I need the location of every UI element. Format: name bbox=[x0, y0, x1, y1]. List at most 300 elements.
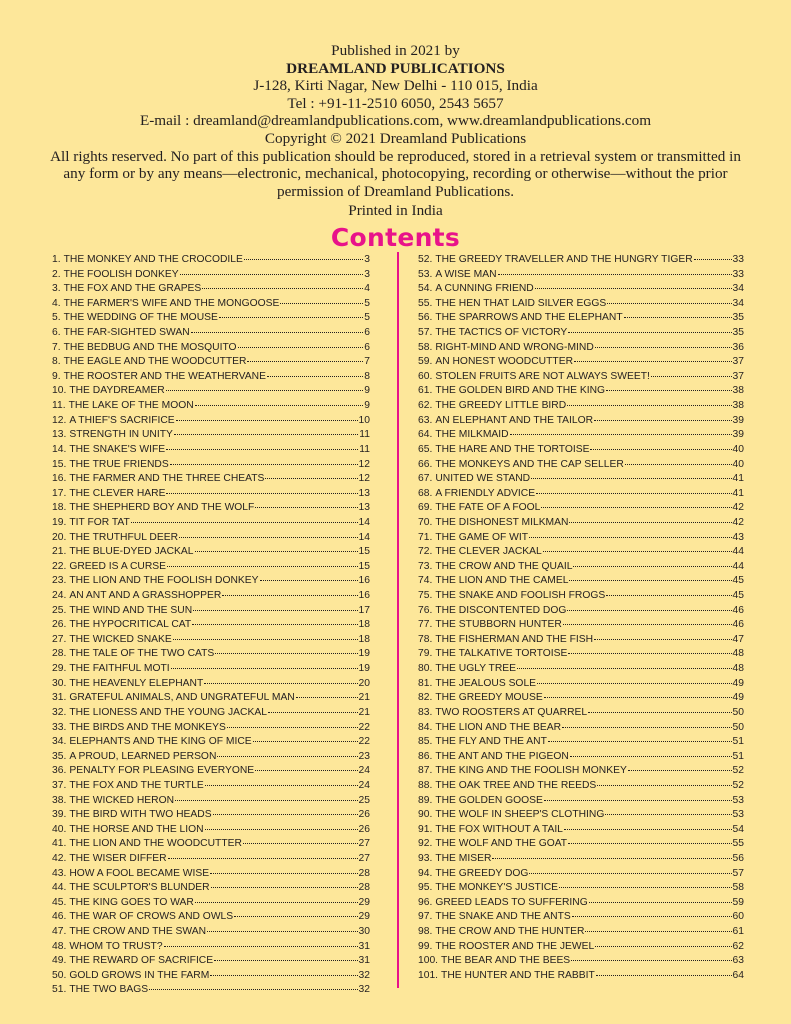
toc-entry-number: 90. bbox=[418, 809, 433, 821]
toc-entry-page: 26 bbox=[358, 823, 370, 835]
toc-entry-page: 9 bbox=[364, 385, 370, 397]
toc-entry-title: AN ELEPHANT AND THE TAILOR bbox=[435, 414, 594, 426]
toc-dot-leader bbox=[167, 566, 357, 567]
toc-entry-page: 11 bbox=[359, 443, 370, 455]
toc-entry bbox=[52, 385, 370, 400]
toc-entry-number: 30. bbox=[52, 677, 67, 689]
toc-entry-page: 30 bbox=[358, 926, 370, 938]
toc-dot-leader bbox=[227, 727, 358, 728]
toc-entry-page: 44 bbox=[732, 546, 744, 558]
toc-entry bbox=[418, 941, 744, 956]
toc-entry bbox=[418, 269, 744, 284]
toc-entry-title: THE FLY AND THE ANT bbox=[435, 736, 547, 748]
toc-entry-page: 50 bbox=[732, 721, 744, 733]
toc-entry-title: PENALTY FOR PLEASING EVERYONE bbox=[69, 765, 255, 777]
toc-entry-page: 53 bbox=[732, 809, 744, 821]
toc-entry-title: THE WICKED SNAKE bbox=[69, 633, 172, 645]
toc-entry-title: THE TACTICS OF VICTORY bbox=[435, 327, 568, 339]
toc-entry bbox=[418, 459, 744, 474]
toc-dot-leader bbox=[574, 361, 732, 362]
toc-entry bbox=[418, 678, 744, 693]
toc-entry-title: THE FOX AND THE GRAPES bbox=[63, 283, 202, 295]
toc-dot-leader bbox=[569, 522, 731, 523]
toc-entry-page: 16 bbox=[358, 590, 370, 602]
toc-entry-title: THE HEN THAT LAID SILVER EGGS bbox=[435, 297, 607, 309]
toc-entry-title: THE LION AND THE BEAR bbox=[435, 721, 562, 733]
toc-dot-leader bbox=[543, 551, 732, 552]
toc-entry bbox=[52, 751, 370, 766]
toc-entry-title: THE BEAR AND THE BEES bbox=[441, 955, 571, 967]
toc-entry bbox=[418, 283, 744, 298]
toc-entry-number: 65. bbox=[418, 443, 433, 455]
toc-entry-page: 9 bbox=[364, 400, 370, 412]
toc-entry bbox=[418, 385, 744, 400]
printed-in-line: Printed in India bbox=[348, 202, 443, 220]
toc-entry-number: 67. bbox=[418, 473, 433, 485]
toc-entry-number: 13. bbox=[52, 429, 67, 441]
toc-entry bbox=[52, 824, 370, 839]
toc-dot-leader bbox=[255, 507, 357, 508]
toc-dot-leader bbox=[510, 434, 732, 435]
toc-dot-leader bbox=[176, 420, 358, 421]
toc-entry-page: 55 bbox=[732, 838, 744, 850]
toc-entry-title: A THIEF'S SACRIFICE bbox=[69, 414, 175, 426]
toc-entry bbox=[418, 546, 744, 561]
toc-dot-leader bbox=[247, 361, 363, 362]
toc-entry-number: 18. bbox=[52, 502, 67, 514]
toc-dot-leader bbox=[192, 624, 357, 625]
toc-dot-leader bbox=[606, 390, 731, 391]
toc-entry-number: 21. bbox=[52, 546, 67, 558]
toc-entry-number: 62. bbox=[418, 400, 433, 412]
toc-entry-page: 5 bbox=[364, 312, 370, 324]
toc-entry-page: 21 bbox=[358, 692, 370, 704]
toc-dot-leader bbox=[588, 712, 731, 713]
toc-entry bbox=[52, 327, 370, 342]
toc-entry bbox=[418, 824, 744, 839]
toc-entry-number: 17. bbox=[52, 487, 67, 499]
toc-dot-leader bbox=[255, 770, 357, 771]
toc-dot-leader bbox=[567, 610, 731, 611]
toc-entry bbox=[418, 605, 744, 620]
toc-entry bbox=[418, 342, 744, 357]
toc-entry bbox=[52, 984, 370, 999]
toc-dot-leader bbox=[207, 931, 357, 932]
toc-entry bbox=[418, 298, 744, 313]
toc-entry-title: THE WIND AND THE SUN bbox=[69, 604, 193, 616]
toc-entry bbox=[52, 298, 370, 313]
toc-dot-leader bbox=[175, 800, 358, 801]
toc-entry-page: 40 bbox=[732, 443, 744, 455]
toc-entry-page: 32 bbox=[358, 969, 370, 981]
toc-entry-page: 7 bbox=[364, 356, 370, 368]
toc-entry-title: THE MONKEY AND THE CROCODILE bbox=[63, 254, 243, 265]
toc-entry-title: A FRIENDLY ADVICE bbox=[435, 487, 536, 499]
toc-entry bbox=[52, 648, 370, 663]
toc-entry-title: THE FOX AND THE TURTLE bbox=[69, 779, 204, 791]
toc-entry-page: 3 bbox=[364, 254, 370, 265]
published-line: Published in 2021 by bbox=[331, 42, 460, 59]
toc-entry-title: THE BEDBUG AND THE MOSQUITO bbox=[63, 341, 237, 353]
toc-entry-page: 33 bbox=[732, 254, 744, 265]
toc-dot-leader bbox=[219, 317, 363, 318]
toc-entry-title: THE FAR-SIGHTED SWAN bbox=[63, 327, 190, 339]
toc-entry bbox=[52, 312, 370, 327]
toc-dot-leader bbox=[536, 493, 731, 494]
toc-entry-page: 24 bbox=[358, 779, 370, 791]
toc-entry bbox=[418, 517, 744, 532]
toc-entry bbox=[418, 561, 744, 576]
toc-dot-leader bbox=[571, 960, 731, 961]
toc-entry bbox=[418, 619, 744, 634]
toc-dot-leader bbox=[573, 566, 731, 567]
toc-entry-title: THE FISHERMAN AND THE FISH bbox=[435, 633, 594, 645]
toc-dot-leader bbox=[149, 989, 357, 990]
toc-entry-number: 19. bbox=[52, 516, 67, 528]
toc-dot-leader bbox=[625, 464, 732, 465]
toc-entry-number: 35. bbox=[52, 750, 67, 762]
toc-entry-page: 4 bbox=[364, 283, 370, 295]
toc-entry-title: UNITED WE STAND bbox=[435, 473, 531, 485]
toc-entry-number: 97. bbox=[418, 911, 433, 923]
toc-entry bbox=[52, 882, 370, 897]
toc-entry-number: 96. bbox=[418, 896, 433, 908]
toc-dot-leader bbox=[191, 332, 364, 333]
toc-dot-leader bbox=[234, 916, 357, 917]
toc-dot-leader bbox=[170, 464, 358, 465]
toc-entry-page: 29 bbox=[358, 896, 370, 908]
toc-dot-leader bbox=[296, 697, 358, 698]
toc-entry-title: A WISE MAN bbox=[435, 268, 497, 280]
toc-entry-page: 34 bbox=[732, 283, 744, 295]
toc-entry-title: THE LION AND THE WOODCUTTER bbox=[69, 838, 242, 850]
toc-entry bbox=[418, 575, 744, 590]
toc-entry bbox=[52, 897, 370, 912]
toc-entry-page: 38 bbox=[732, 385, 744, 397]
toc-dot-leader bbox=[131, 522, 358, 523]
toc-entry-title: THE DAYDREAMER bbox=[69, 385, 165, 397]
toc-entry-page: 38 bbox=[732, 400, 744, 412]
toc-entry bbox=[52, 678, 370, 693]
toc-entry bbox=[418, 853, 744, 868]
toc-entry-title: THE WISER DIFFER bbox=[69, 852, 167, 864]
toc-entry-page: 50 bbox=[732, 706, 744, 718]
toc-entry bbox=[418, 809, 744, 824]
toc-entry-page: 28 bbox=[358, 867, 370, 879]
toc-entry-page: 29 bbox=[358, 911, 370, 923]
toc-entry-number: 20. bbox=[52, 531, 67, 543]
toc-entry-number: 71. bbox=[418, 531, 433, 543]
toc-entry bbox=[418, 751, 744, 766]
toc-entry bbox=[418, 722, 744, 737]
column-divider bbox=[397, 252, 399, 988]
toc-entry-number: 60. bbox=[418, 370, 433, 382]
toc-entry-number: 82. bbox=[418, 692, 433, 704]
toc-dot-leader bbox=[531, 478, 731, 479]
toc-entry-number: 12. bbox=[52, 414, 67, 426]
toc-entry-title: STRENGTH IN UNITY bbox=[69, 429, 173, 441]
toc-entry-page: 32 bbox=[358, 984, 370, 996]
toc-entry-page: 53 bbox=[732, 794, 744, 806]
toc-dot-leader bbox=[238, 347, 364, 348]
toc-entry-number: 16. bbox=[52, 473, 67, 485]
toc-entry-number: 61. bbox=[418, 385, 433, 397]
toc-entry-title: AN ANT AND A GRASSHOPPER bbox=[69, 590, 222, 602]
toc-entry-number: 45. bbox=[52, 896, 67, 908]
toc-entry-title: THE MONKEYS AND THE CAP SELLER bbox=[435, 458, 624, 470]
toc-entry-title: THE TRUE FRIENDS bbox=[69, 458, 169, 470]
toc-entry-title: THE SHEPHERD BOY AND THE WOLF bbox=[69, 502, 255, 514]
toc-entry bbox=[418, 488, 744, 503]
toc-dot-leader bbox=[213, 814, 358, 815]
toc-entry-title: THE LIONESS AND THE YOUNG JACKAL bbox=[69, 706, 267, 718]
toc-dot-leader bbox=[222, 595, 357, 596]
toc-entry-number: 49. bbox=[52, 955, 67, 967]
toc-entry bbox=[52, 283, 370, 298]
toc-entry-number: 7. bbox=[52, 341, 61, 353]
toc-dot-leader bbox=[253, 741, 358, 742]
toc-entry-number: 94. bbox=[418, 867, 433, 879]
toc-entry-number: 58. bbox=[418, 341, 433, 353]
toc-entry-number: 88. bbox=[418, 779, 433, 791]
toc-entry-number: 66. bbox=[418, 458, 433, 470]
toc-entry-number: 86. bbox=[418, 750, 433, 762]
toc-entry-title: THE LAKE OF THE MOON bbox=[68, 400, 194, 412]
toc-entry-title: A PROUD, LEARNED PERSON bbox=[69, 750, 217, 762]
toc-entry-page: 12 bbox=[358, 473, 370, 485]
toc-entry-page: 14 bbox=[358, 531, 370, 543]
toc-entry bbox=[52, 605, 370, 620]
toc-entry-title: THE TRUTHFUL DEER bbox=[69, 531, 179, 543]
toc-entry-page: 52 bbox=[732, 779, 744, 791]
toc-dot-leader bbox=[193, 610, 357, 611]
toc-entry-title: THE GREEDY MOUSE bbox=[435, 692, 543, 704]
toc-entry-title: TWO ROOSTERS AT QUARREL bbox=[435, 706, 588, 718]
toc-dot-leader bbox=[541, 507, 731, 508]
toc-entry-number: 89. bbox=[418, 794, 433, 806]
toc-entry-number: 34. bbox=[52, 736, 67, 748]
toc-entry-page: 12 bbox=[358, 458, 370, 470]
toc-entry bbox=[418, 254, 744, 269]
toc-entry-page: 31 bbox=[358, 955, 370, 967]
toc-dot-leader bbox=[268, 712, 358, 713]
toc-dot-leader bbox=[568, 843, 731, 844]
toc-entry-title: TIT FOR TAT bbox=[69, 516, 130, 528]
toc-entry-page: 31 bbox=[358, 940, 370, 952]
toc-entry-title: THE BIRD WITH TWO HEADS bbox=[69, 809, 212, 821]
toc-entry-page: 13 bbox=[358, 487, 370, 499]
toc-entry-page: 21 bbox=[358, 706, 370, 718]
toc-dot-leader bbox=[570, 756, 732, 757]
toc-entry bbox=[52, 371, 370, 386]
toc-entry-page: 54 bbox=[732, 823, 744, 835]
toc-entry-page: 42 bbox=[732, 502, 744, 514]
toc-entry-number: 32. bbox=[52, 706, 67, 718]
toc-entry-title: THE WEDDING OF THE MOUSE bbox=[63, 312, 218, 324]
toc-entry-page: 46 bbox=[732, 604, 744, 616]
toc-entry-title: GRATEFUL ANIMALS, AND UNGRATEFUL MAN bbox=[69, 692, 295, 704]
toc-entry-page: 15 bbox=[358, 546, 370, 558]
toc-entry-number: 28. bbox=[52, 648, 67, 660]
toc-entry-page: 25 bbox=[358, 794, 370, 806]
toc-entry bbox=[418, 371, 744, 386]
toc-entry-page: 23 bbox=[358, 750, 370, 762]
toc-entry-number: 29. bbox=[52, 663, 67, 675]
toc-entry-number: 84. bbox=[418, 721, 433, 733]
toc-entry bbox=[52, 532, 370, 547]
toc-entry-page: 52 bbox=[732, 765, 744, 777]
toc-entry-page: 33 bbox=[732, 268, 744, 280]
toc-entry bbox=[52, 838, 370, 853]
toc-entry bbox=[418, 415, 744, 430]
toc-dot-leader bbox=[215, 653, 357, 654]
toc-entry-page: 57 bbox=[732, 867, 744, 879]
toc-entry-page: 28 bbox=[358, 882, 370, 894]
toc-entry bbox=[418, 473, 744, 488]
toc-entry-number: 48. bbox=[52, 940, 67, 952]
toc-entry bbox=[52, 561, 370, 576]
toc-entry-number: 3. bbox=[52, 283, 61, 295]
toc-entry-page: 11 bbox=[359, 429, 370, 441]
toc-entry-page: 46 bbox=[732, 619, 744, 631]
toc-entry-title: THE MILKMAID bbox=[435, 429, 509, 441]
toc-dot-leader bbox=[537, 683, 731, 684]
toc-dot-leader bbox=[569, 580, 731, 581]
toc-entry-number: 64. bbox=[418, 429, 433, 441]
toc-entry-page: 43 bbox=[732, 531, 744, 543]
toc-entry bbox=[418, 327, 744, 342]
toc-entry-number: 6. bbox=[52, 327, 61, 339]
toc-entry-title: THE GOLDEN GOOSE bbox=[435, 794, 543, 806]
toc-entry-page: 61 bbox=[732, 926, 744, 938]
toc-entry bbox=[52, 868, 370, 883]
toc-dot-leader bbox=[624, 317, 732, 318]
toc-entry-page: 34 bbox=[732, 297, 744, 309]
toc-entry-page: 35 bbox=[732, 327, 744, 339]
imprint-block bbox=[40, 42, 751, 220]
toc-entry bbox=[418, 502, 744, 517]
toc-entry-page: 49 bbox=[732, 677, 744, 689]
toc-entry-number: 1. bbox=[52, 254, 61, 265]
toc-entry-number: 68. bbox=[418, 487, 433, 499]
toc-entry bbox=[418, 648, 744, 663]
toc-dot-leader bbox=[562, 727, 732, 728]
toc-entry-number: 2. bbox=[52, 268, 61, 280]
toc-entry-title: THE HORSE AND THE LION bbox=[69, 823, 204, 835]
toc-entry-title: WHOM TO TRUST? bbox=[69, 940, 163, 952]
toc-dot-leader bbox=[205, 785, 358, 786]
toc-entry-page: 47 bbox=[732, 633, 744, 645]
toc-entry-title: THE LION AND THE FOOLISH DONKEY bbox=[69, 575, 259, 587]
toc-entry bbox=[52, 415, 370, 430]
toc-entry-number: 31. bbox=[52, 692, 67, 704]
toc-dot-leader bbox=[174, 434, 358, 435]
toc-entry-number: 37. bbox=[52, 779, 67, 791]
toc-entry-title: THE ANT AND THE PIGEON bbox=[435, 750, 569, 762]
toc-entry-title: THE HEAVENLY ELEPHANT bbox=[69, 677, 204, 689]
toc-entry-number: 85. bbox=[418, 736, 433, 748]
toc-dot-leader bbox=[166, 493, 357, 494]
toc-entry bbox=[52, 575, 370, 590]
toc-dot-leader bbox=[694, 259, 732, 260]
toc-dot-leader bbox=[210, 873, 357, 874]
toc-dot-leader bbox=[267, 376, 363, 377]
toc-entry-page: 6 bbox=[364, 341, 370, 353]
toc-entry bbox=[418, 868, 744, 883]
toc-entry bbox=[418, 444, 744, 459]
toc-entry-title: THE TALE OF THE TWO CATS bbox=[69, 648, 215, 660]
toc-entry-number: 44. bbox=[52, 882, 67, 894]
toc-entry bbox=[52, 911, 370, 926]
toc-entry-title: THE DISHONEST MILKMAN bbox=[435, 516, 569, 528]
toc-entry-title: GREED IS A CURSE bbox=[69, 560, 167, 572]
toc-entry-title: THE WAR OF CROWS AND OWLS bbox=[69, 911, 234, 923]
toc-entry-number: 43. bbox=[52, 867, 67, 879]
toc-entry-page: 63 bbox=[732, 955, 744, 967]
toc-entry bbox=[418, 780, 744, 795]
toc-entry-title: THE EAGLE AND THE WOODCUTTER bbox=[63, 356, 247, 368]
toc-entry-page: 60 bbox=[732, 911, 744, 923]
toc-entry-number: 56. bbox=[418, 312, 433, 324]
toc-entry-number: 75. bbox=[418, 590, 433, 602]
toc-dot-leader bbox=[171, 668, 358, 669]
toc-entry-number: 27. bbox=[52, 633, 67, 645]
toc-dot-leader bbox=[607, 303, 731, 304]
toc-entry bbox=[52, 926, 370, 941]
toc-entry bbox=[52, 707, 370, 722]
toc-entry-title: THE WOLF AND THE GOAT bbox=[435, 838, 568, 850]
toc-entry-page: 27 bbox=[358, 838, 370, 850]
toc-entry-number: 15. bbox=[52, 458, 67, 470]
toc-dot-leader bbox=[195, 551, 358, 552]
toc-entry-number: 42. bbox=[52, 852, 67, 864]
toc-entry-page: 22 bbox=[358, 736, 370, 748]
toc-entry-page: 64 bbox=[732, 969, 744, 981]
toc-entry-title: HOW A FOOL BECAME WISE bbox=[69, 867, 210, 879]
toc-entry-title: THE HUNTER AND THE RABBIT bbox=[441, 969, 595, 981]
toc-entry-page: 3 bbox=[364, 268, 370, 280]
publisher-address: J-128, Kirti Nagar, New Delhi - 110 015, India bbox=[253, 77, 538, 95]
toc-entry bbox=[52, 795, 370, 810]
toc-entry-number: 5. bbox=[52, 312, 61, 324]
toc-entry-title: THE REWARD OF SACRIFICE bbox=[69, 955, 214, 967]
toc-entry-title: GREED LEADS TO SUFFERING bbox=[435, 896, 588, 908]
toc-entry-page: 51 bbox=[732, 750, 744, 762]
toc-entry-page: 8 bbox=[364, 370, 370, 382]
toc-entry bbox=[52, 269, 370, 284]
toc-dot-leader bbox=[590, 449, 731, 450]
toc-entry-number: 8. bbox=[52, 356, 61, 368]
toc-entry-number: 10. bbox=[52, 385, 67, 397]
toc-entry-number: 24. bbox=[52, 590, 67, 602]
toc-entry-title: THE TWO BAGS bbox=[69, 984, 149, 996]
toc-dot-leader bbox=[492, 858, 731, 859]
toc-dot-leader bbox=[628, 770, 732, 771]
toc-entry-title: THE HYPOCRITICAL CAT bbox=[69, 619, 192, 631]
toc-entry bbox=[418, 765, 744, 780]
toc-entry bbox=[418, 663, 744, 678]
toc-entry-title: ELEPHANTS AND THE KING OF MICE bbox=[69, 736, 252, 748]
toc-entry bbox=[52, 488, 370, 503]
toc-dot-leader bbox=[517, 668, 732, 669]
toc-entry-number: 101. bbox=[418, 969, 439, 981]
toc-entry-title: THE STUBBORN HUNTER bbox=[435, 619, 562, 631]
toc-entry-page: 24 bbox=[358, 765, 370, 777]
toc-dot-leader bbox=[265, 478, 357, 479]
toc-entry-number: 77. bbox=[418, 619, 433, 631]
contents-heading: Contents bbox=[330, 223, 461, 252]
toc-entry-number: 11. bbox=[52, 400, 66, 412]
